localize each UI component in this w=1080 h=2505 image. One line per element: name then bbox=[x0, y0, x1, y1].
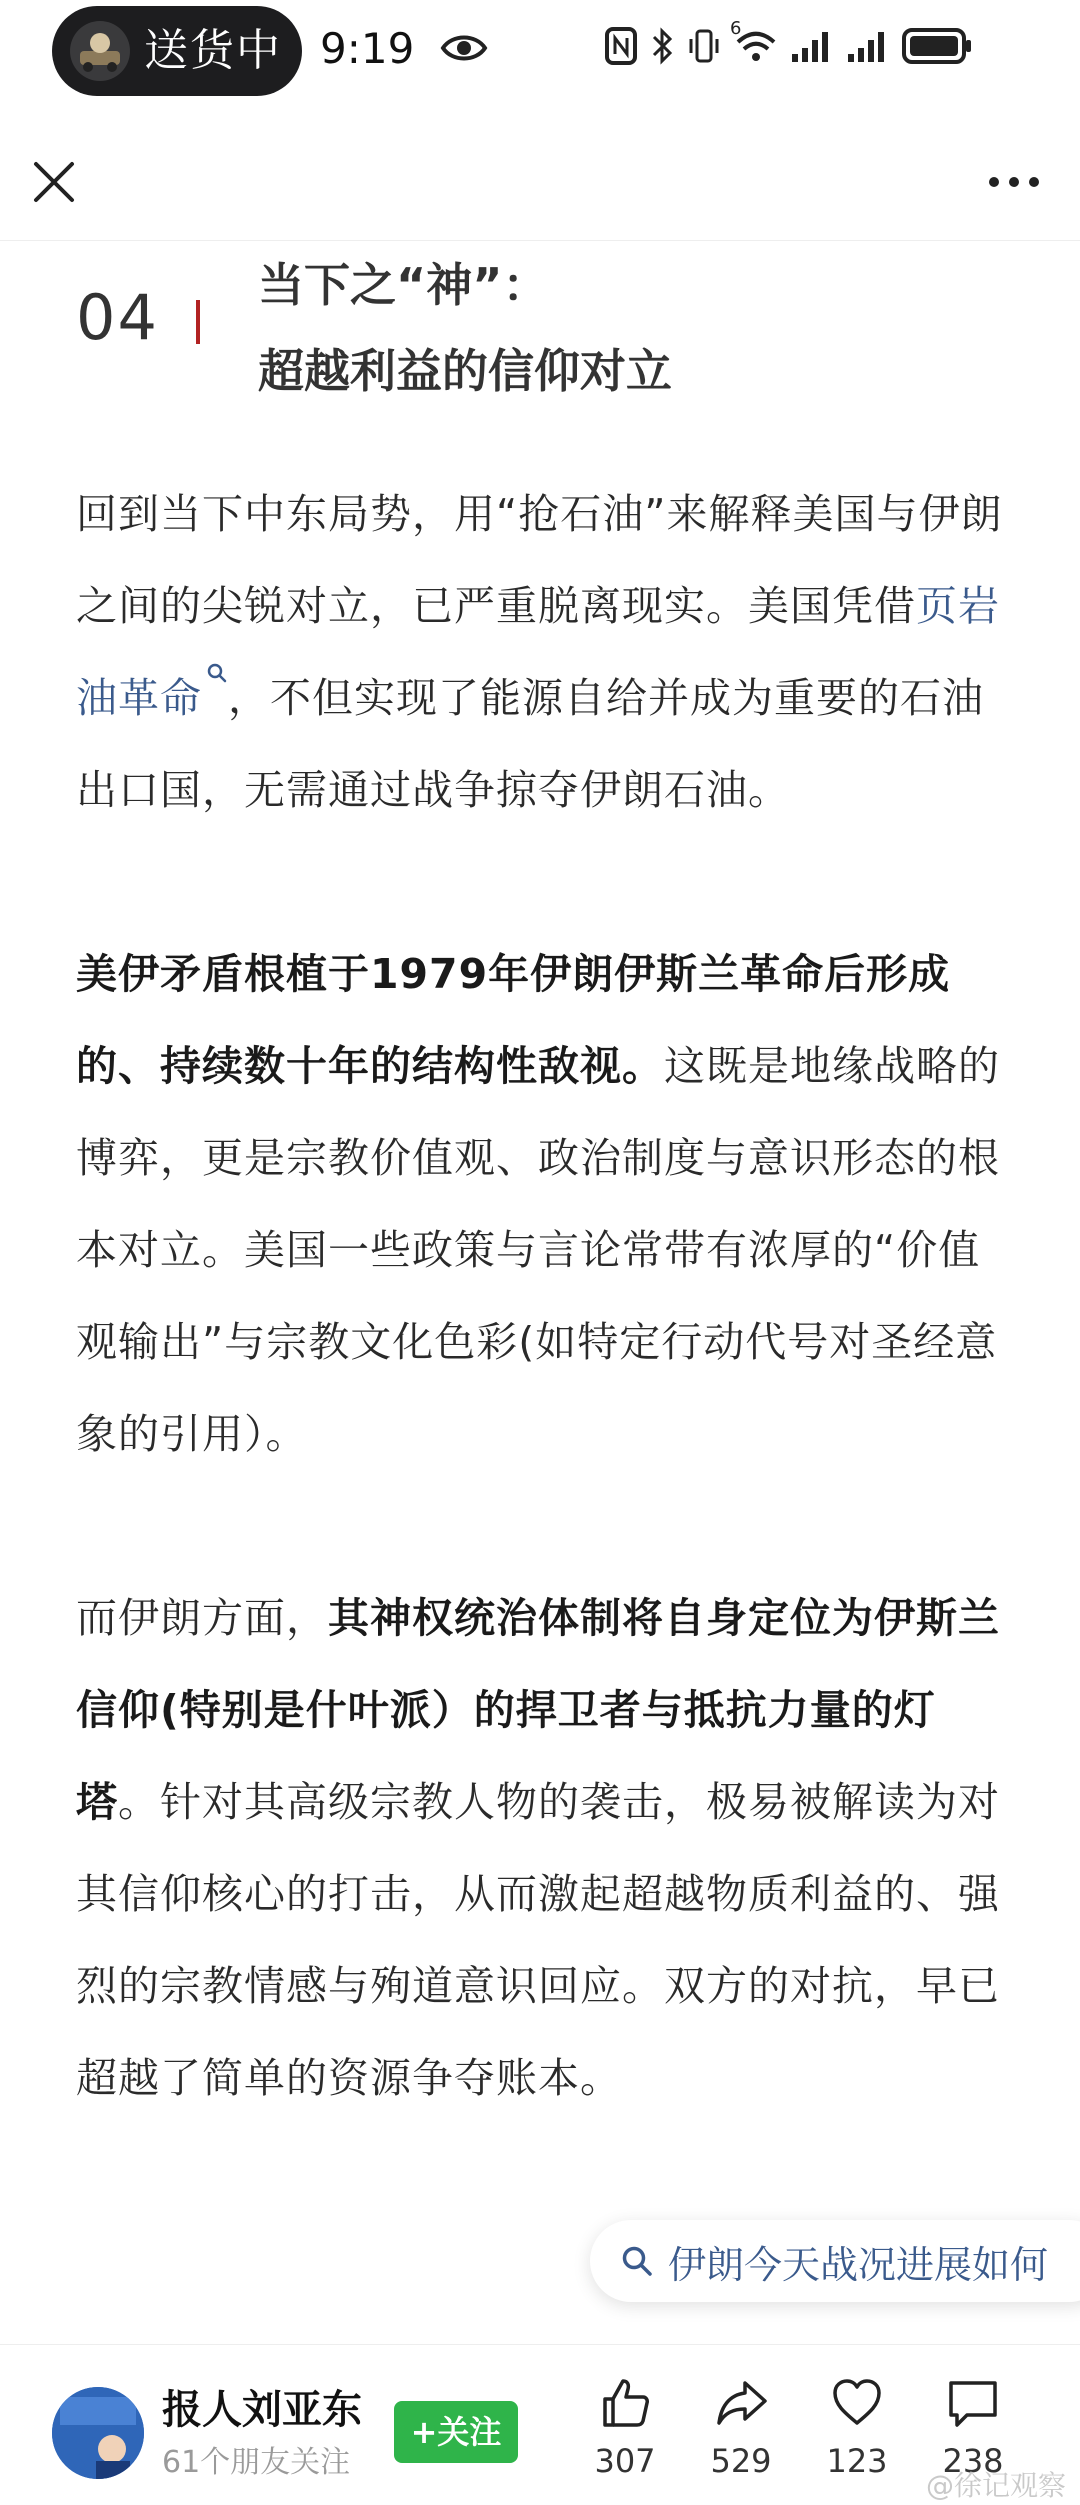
close-icon bbox=[22, 150, 86, 214]
clock: 9:19 bbox=[320, 24, 415, 73]
bluetooth-icon bbox=[650, 26, 674, 75]
follow-button[interactable]: +关注 bbox=[394, 2401, 518, 2463]
author-avatar[interactable] bbox=[52, 2387, 144, 2479]
delivery-status-text: 送货中 bbox=[144, 25, 282, 76]
paragraph-2-bold: 美伊矛盾根植于1979年伊朗伊斯兰革命后形成的、持续数十年的结构性敌视。 bbox=[76, 950, 951, 1090]
section-accent-bar bbox=[196, 300, 200, 344]
paragraph-2 bbox=[76, 928, 1010, 1480]
share-icon bbox=[713, 2375, 769, 2431]
paragraph-3 bbox=[76, 1572, 1010, 2124]
comment-count: 238 bbox=[942, 2442, 1004, 2480]
paragraph-3-text-b: 。针对其高级宗教人物的袭击，极易被解读为对其信仰核心的打击，从而激起超越物质利益的、强烈的宗教情感与殉道意识回应。双方的对抗，早已超越了简单的资源争夺账本。 bbox=[76, 1778, 1000, 2102]
wifi-icon bbox=[730, 17, 778, 75]
more-dots-icon bbox=[986, 174, 1042, 190]
share-button[interactable] bbox=[696, 2375, 786, 2481]
favorite-count: 123 bbox=[826, 2442, 888, 2480]
top-navigation bbox=[0, 120, 1080, 241]
like-count: 307 bbox=[594, 2442, 656, 2480]
battery-icon bbox=[902, 26, 974, 75]
favorite-button[interactable] bbox=[812, 2375, 902, 2481]
paragraph-1 bbox=[76, 468, 1010, 836]
section-title-line2: 超越利益的信仰对立 bbox=[258, 344, 672, 398]
author-followers: 61个朋友关注 bbox=[162, 2445, 351, 2480]
paragraph-2-text: 这既是地缘战略的博弈，更是宗教价值观、政治制度与意识形态的根本对立。美国一些政策与言论常带有浓厚的“价值观输出”与宗教文化色彩(如特定行动代号对圣经意象的引用）。 bbox=[76, 1042, 1000, 1458]
share-count: 529 bbox=[710, 2442, 772, 2480]
shale-oil-link-text: 页岩油革命 bbox=[76, 582, 1000, 722]
like-button[interactable] bbox=[580, 2375, 670, 2481]
delivery-app-icon bbox=[70, 21, 130, 81]
eye-icon bbox=[440, 30, 488, 70]
section-title bbox=[258, 242, 672, 414]
watermark: @徐记观察 bbox=[925, 2469, 1066, 2502]
close-button[interactable] bbox=[22, 150, 86, 214]
status-bar bbox=[0, 0, 1080, 100]
bottom-bar bbox=[0, 2344, 1080, 2505]
thumbs-up-icon bbox=[597, 2375, 653, 2431]
vibrate-icon bbox=[686, 26, 722, 75]
nfc-icon bbox=[604, 26, 638, 75]
delivery-status-pill[interactable] bbox=[52, 6, 302, 96]
article-body bbox=[76, 468, 1010, 2124]
author-name[interactable]: 报人刘亚东 bbox=[162, 2387, 362, 2433]
search-icon bbox=[206, 662, 228, 684]
paragraph-3-text-a: 而伊朗方面， bbox=[76, 1594, 328, 1642]
system-icons bbox=[604, 17, 974, 74]
signal-icon-sim1 bbox=[790, 28, 834, 73]
more-button[interactable] bbox=[982, 150, 1046, 214]
paragraph-1-text-a: 回到当下中东局势，用“抢石油”来解释美国与伊朗之间的尖锐对立，已严重脱离现实。美国凭借 bbox=[76, 490, 1003, 630]
section-title-line1: 当下之“神”： bbox=[258, 258, 549, 312]
comment-icon bbox=[945, 2375, 1001, 2431]
search-suggestion-chip[interactable] bbox=[590, 2220, 1080, 2302]
network-type-badge: 6 bbox=[730, 17, 742, 39]
section-number: 04 bbox=[76, 281, 159, 354]
paragraph-1-text-b: ，不但实现了能源自给并成为重要的石油出口国，无需通过战争掠夺伊朗石油。 bbox=[76, 674, 984, 814]
signal-icon-sim2 bbox=[846, 28, 890, 73]
heart-icon bbox=[829, 2375, 885, 2431]
paragraph-3-bold: 其神权统治体制将自身定位为伊斯兰信仰(特别是什叶派）的捍卫者与抵抗力量的灯塔 bbox=[76, 1594, 1000, 1826]
search-icon bbox=[620, 2244, 654, 2278]
search-suggestion-text: 伊朗今天战况进展如何 bbox=[668, 2242, 1049, 2287]
